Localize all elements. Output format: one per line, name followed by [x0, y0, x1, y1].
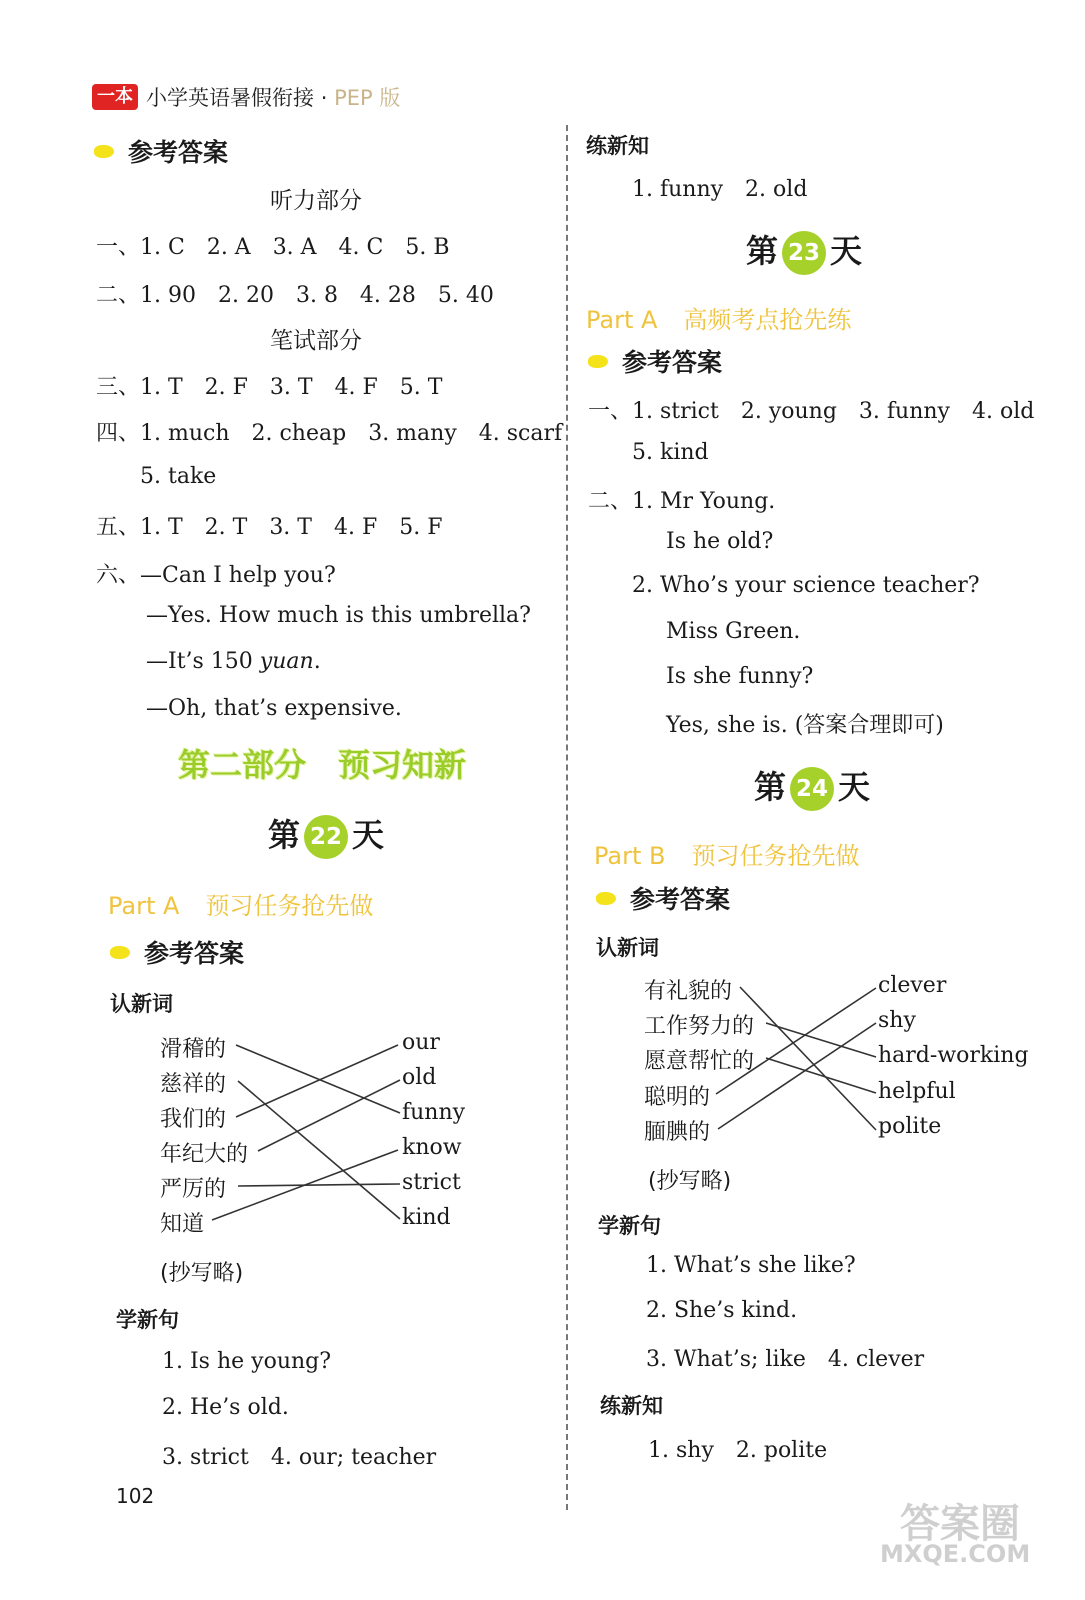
- page-number: 102: [116, 1484, 155, 1508]
- new-sentences-heading-right: 学新句: [598, 1214, 661, 1238]
- match-left-item: 腼腆的: [644, 1120, 711, 1145]
- match-left-item: 知道: [160, 1212, 205, 1237]
- part-a-heading-right: [586, 300, 851, 335]
- part-two-title: 第二部分 预习知新: [178, 746, 467, 784]
- day-24-title: [754, 762, 870, 811]
- new-words-heading-right: 认新词: [596, 936, 659, 960]
- match-line: [766, 1058, 876, 1093]
- match-right-item: strict: [402, 1170, 461, 1195]
- sentence-3: 3. strict 4. our; teacher: [162, 1445, 437, 1470]
- match-line: [238, 1081, 400, 1219]
- copy-omit-note-right: (抄写略): [648, 1169, 732, 1194]
- section-ref-answer-4: 参考答案: [630, 885, 731, 914]
- new-sentences-heading: 学新句: [116, 1308, 179, 1332]
- part-a-label-right: Part A: [586, 306, 658, 334]
- copy-omit-note: (抄写略): [160, 1261, 244, 1286]
- match-line: [716, 988, 876, 1094]
- part-a-label: Part A: [108, 892, 180, 920]
- right-answer-2d: Miss Green.: [666, 619, 801, 644]
- match-right-item: old: [402, 1065, 437, 1090]
- answer-line-4: 四、1. much 2. cheap 3. many 4. scarf: [96, 421, 563, 446]
- match-right-item: helpful: [878, 1079, 956, 1104]
- answer-line-3: 三、1. T 2. F 3. T 4. F 5. T: [96, 375, 443, 400]
- section-ref-answer: 参考答案: [128, 138, 229, 167]
- dialogue-line-1: 六、—Can I help you?: [96, 563, 336, 588]
- day-24-post: 天: [838, 768, 871, 806]
- right-answer-1b: 5. kind: [632, 440, 709, 465]
- right-answer-2c: 2. Who’s your science teacher?: [632, 573, 980, 598]
- right-sentence-3: 3. What’s; like 4. clever: [646, 1347, 925, 1372]
- day-23-pre: 第: [746, 232, 779, 270]
- bullet-icon: [596, 892, 616, 905]
- match-right-item: clever: [878, 973, 947, 998]
- match-left-item: 有礼貌的: [644, 979, 733, 1004]
- day-23-title: [746, 226, 862, 275]
- match-line: [238, 1184, 400, 1186]
- match-right-item: shy: [878, 1008, 916, 1033]
- new-words-heading: 认新词: [110, 992, 173, 1016]
- part-b-title: 预习任务抢先做: [691, 842, 860, 870]
- book-edition: PEP 版: [334, 86, 401, 110]
- book-title-text: 小学英语暑假衔接: [146, 86, 314, 110]
- match-left-item: 愿意帮忙的: [644, 1049, 755, 1074]
- practice-heading-2: 练新知: [600, 1394, 663, 1418]
- match-right-item: polite: [878, 1114, 942, 1139]
- match-left-item: 慈祥的: [160, 1072, 227, 1097]
- part-b-heading: [594, 836, 859, 871]
- answer-line-4b: 5. take: [140, 464, 217, 489]
- dialogue-line-3-c: .: [313, 649, 321, 674]
- part-a-title-right: 高频考点抢先练: [683, 306, 852, 334]
- right-answer-2e: Is she funny?: [666, 664, 814, 689]
- match-line: [766, 1023, 876, 1057]
- match-right-item: our: [402, 1030, 440, 1055]
- right-answer-1a: 一、1. strict 2. young 3. funny 4. old: [588, 399, 1035, 424]
- writing-heading: 笔试部分: [270, 328, 362, 354]
- dialogue-line-2: —Yes. How much is this umbrella?: [146, 603, 531, 628]
- match-left-item: 严厉的: [160, 1177, 227, 1202]
- part-a-title: 预习任务抢先做: [205, 892, 374, 920]
- watermark-url: MXQE.COM: [880, 1540, 1031, 1568]
- dialogue-line-4: —Oh, that’s expensive.: [146, 696, 402, 721]
- day-22-pre: 第: [268, 816, 301, 854]
- match-left-item: 聪明的: [644, 1085, 711, 1110]
- practice-heading: 练新知: [586, 134, 649, 158]
- right-sentence-1: 1. What’s she like?: [646, 1253, 856, 1278]
- day-24-badge: 24: [790, 767, 834, 811]
- answer-line-1: 一、1. C 2. A 3. A 4. C 5. B: [96, 235, 450, 260]
- match-left-item: 年纪大的: [160, 1142, 249, 1167]
- day-23-badge: 23: [782, 231, 826, 275]
- section-ref-answer-3: 参考答案: [622, 348, 723, 377]
- sentence-1: 1. Is he young?: [162, 1349, 332, 1374]
- match-right-item: know: [402, 1135, 462, 1160]
- match-left-item: 我们的: [160, 1107, 227, 1132]
- section-ref-answer-2: 参考答案: [144, 939, 245, 968]
- match-left-item: 工作努力的: [644, 1014, 755, 1039]
- right-sentence-2: 2. She’s kind.: [646, 1298, 798, 1323]
- listening-heading: 听力部分: [270, 188, 362, 214]
- dialogue-line-3-a: —It’s 150: [146, 649, 260, 674]
- day-22-badge: 22: [304, 815, 348, 859]
- sentence-2: 2. He’s old.: [162, 1395, 289, 1420]
- watermark-logo: 答案圈: [900, 1501, 1020, 1547]
- day-22-post: 天: [352, 816, 385, 854]
- answer-line-2: 二、1. 90 2. 20 3. 8 4. 28 5. 40: [96, 283, 494, 308]
- match-right-item: funny: [402, 1100, 466, 1125]
- bullet-icon: [588, 355, 608, 368]
- right-answer-2a: 二、1. Mr Young.: [588, 489, 776, 514]
- right-answer-2f: Yes, she is. (答案合理即可): [666, 713, 944, 738]
- right-answer-2b: Is he old?: [666, 529, 774, 554]
- dialogue-line-3-yuan: yuan: [259, 649, 314, 674]
- practice-answers-2: 1. shy 2. polite: [648, 1438, 828, 1463]
- practice-answers: 1. funny 2. old: [632, 177, 808, 202]
- match-line: [740, 987, 876, 1130]
- part-b-label: Part B: [594, 842, 666, 870]
- day-23-post: 天: [830, 232, 863, 270]
- answer-line-5: 五、1. T 2. T 3. T 4. F 5. F: [96, 515, 443, 540]
- day-24-pre: 第: [754, 768, 787, 806]
- book-title-sep: ·: [320, 86, 328, 110]
- match-right-item: kind: [402, 1205, 451, 1230]
- match-left-item: 滑稽的: [160, 1037, 227, 1062]
- match-right-item: hard-working: [878, 1043, 1029, 1068]
- brand-logo: 一本: [92, 84, 138, 110]
